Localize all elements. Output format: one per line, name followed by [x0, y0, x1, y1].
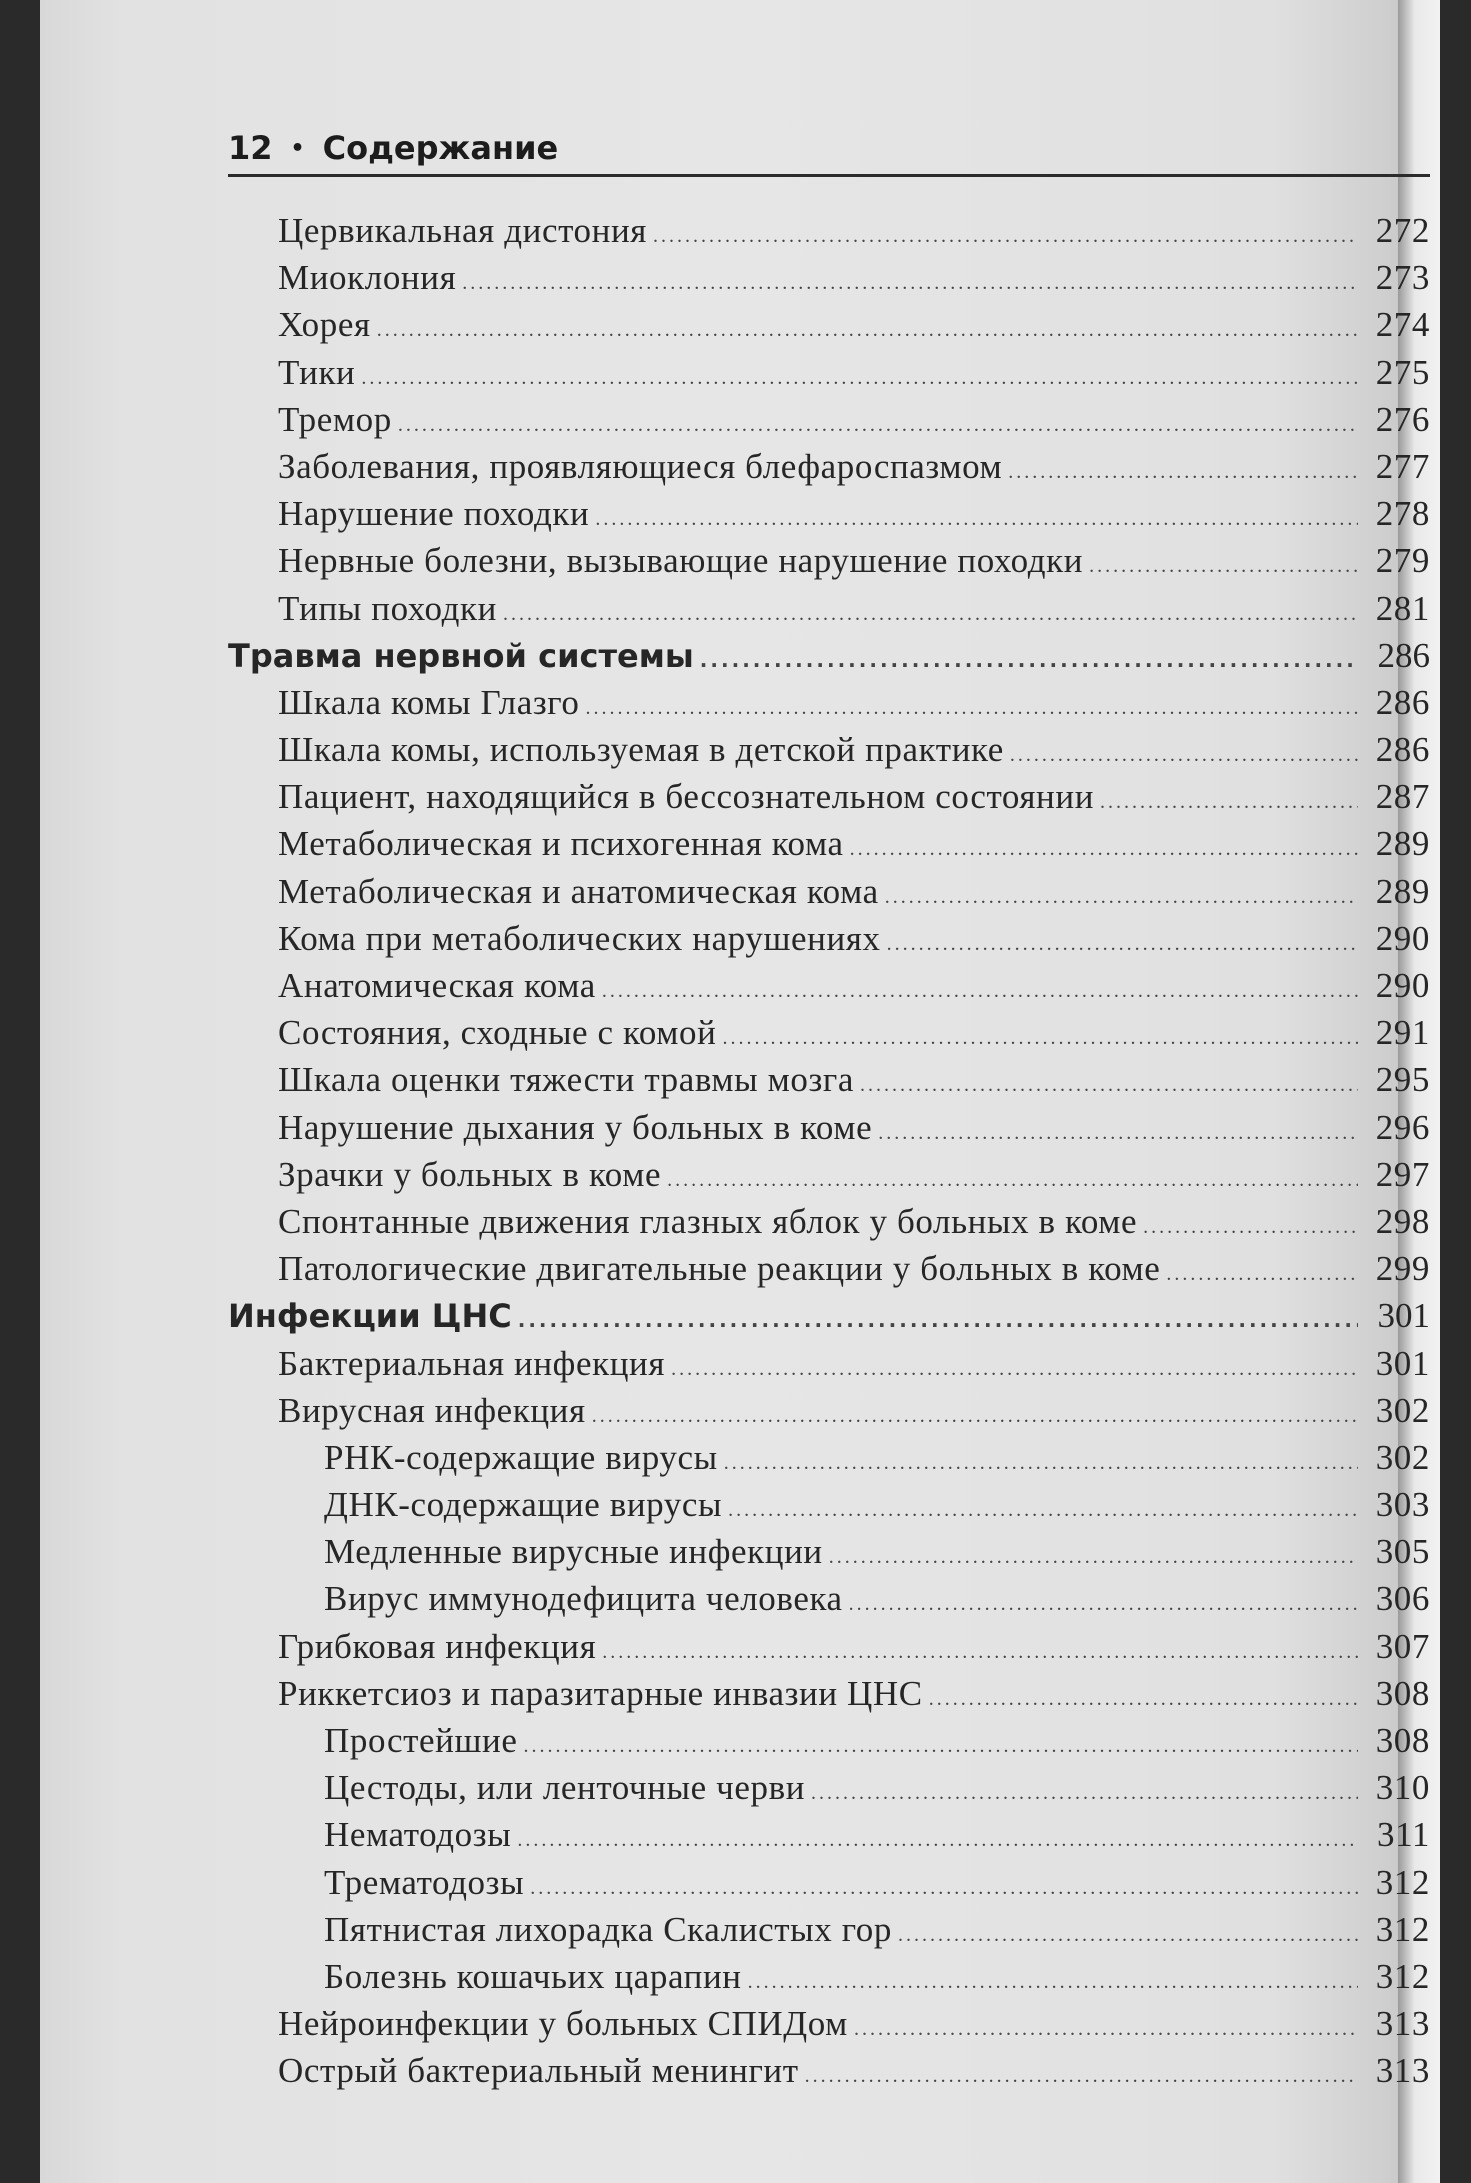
- dot-leader: [878, 1110, 1358, 1157]
- toc-entry: [228, 1859, 1430, 1906]
- toc-entry-title: Грибковая инфекция: [278, 1626, 597, 1666]
- toc-entry: [228, 1811, 1430, 1858]
- toc-entry-page: 301: [1377, 1296, 1430, 1336]
- toc-entry-page: 286: [1377, 635, 1430, 675]
- dot-leader: [503, 591, 1358, 638]
- toc-entry-page: 308: [1375, 1673, 1430, 1713]
- dot-leader: [700, 637, 1358, 684]
- toc-entry: [228, 773, 1430, 820]
- toc-entry-title: Заболевания, проявляющиеся блефароспазмом: [278, 446, 1003, 486]
- toc-entry-title: РНК-содержащие вирусы: [324, 1437, 718, 1477]
- toc-entry-title: Анатомическая кома: [278, 966, 596, 1005]
- toc-entry: [228, 1481, 1430, 1528]
- toc-entry-page: 297: [1375, 1154, 1430, 1194]
- toc-entry: [228, 1575, 1430, 1622]
- dot-leader: [854, 2006, 1358, 2053]
- toc-entry-page: 290: [1375, 966, 1430, 1005]
- toc-entry-title: Травма нервной системы: [228, 636, 694, 675]
- toc-entry: [228, 1953, 1430, 2000]
- dot-leader: [361, 355, 1358, 402]
- toc-entry-page: 299: [1375, 1249, 1430, 1289]
- toc-entry: [228, 254, 1430, 301]
- toc-entry: [228, 1245, 1430, 1292]
- toc-entry: [228, 2047, 1430, 2094]
- toc-entry: [228, 537, 1430, 584]
- toc-entry-page: 274: [1375, 305, 1430, 345]
- toc-entry: [228, 1906, 1430, 1953]
- toc-entry-title: Кома при метаболических нарушениях: [278, 918, 881, 958]
- toc-entry: [228, 1623, 1430, 1670]
- toc-entry-title: Метаболическая и психогенная кома: [278, 824, 844, 864]
- toc-entry-title: Спонтанные движения глазных яблок у больных в коме: [278, 1201, 1138, 1241]
- toc-entry: [228, 1764, 1430, 1811]
- toc-entry: [228, 1387, 1430, 1434]
- toc-entry-page: 311: [1376, 1815, 1430, 1855]
- dot-leader: [860, 1062, 1358, 1109]
- dot-leader: [377, 307, 1358, 354]
- toc-entry-title: Патологические двигательные реакции у больных в коме: [278, 1249, 1161, 1289]
- toc-entry: [228, 915, 1430, 962]
- toc-entry-title: ДНК-содержащие вирусы: [324, 1485, 723, 1525]
- dot-leader: [748, 1959, 1358, 2006]
- dot-leader: [849, 1581, 1358, 1628]
- toc-entry-page: 289: [1375, 871, 1430, 911]
- dot-leader: [811, 1770, 1358, 1817]
- dot-leader: [1008, 449, 1358, 496]
- dot-leader: [671, 1346, 1358, 1393]
- dot-leader: [602, 1629, 1358, 1676]
- dot-leader: [1100, 779, 1358, 826]
- toc-entry-page: 276: [1375, 399, 1430, 439]
- dot-leader: [850, 826, 1358, 873]
- toc-entry-title: Миоклония: [278, 258, 457, 298]
- toc-entry-title: Нарушение походки: [278, 494, 590, 534]
- toc-entry-page: 287: [1375, 777, 1430, 817]
- dot-leader: [517, 1817, 1358, 1864]
- dot-leader: [885, 874, 1358, 921]
- toc-entry-title: Инфекции ЦНС: [228, 1297, 512, 1336]
- toc-entry-page: 277: [1375, 446, 1430, 486]
- dot-leader: [805, 2053, 1358, 2100]
- toc-entry-page: 273: [1375, 258, 1430, 298]
- toc-entry: [228, 207, 1430, 254]
- toc-entry: [228, 349, 1430, 396]
- toc-entry-page: 286: [1375, 730, 1430, 770]
- dot-leader: [887, 921, 1358, 968]
- toc-entry-page: 279: [1375, 541, 1430, 581]
- toc-entry-title: Цестоды, или ленточные черви: [324, 1768, 806, 1808]
- toc-entry-title: Болезнь кошачьих царапин: [324, 1956, 742, 1996]
- toc-entry: [228, 1717, 1430, 1764]
- toc-entry: [228, 1151, 1430, 1198]
- header-page-number: 12: [228, 129, 273, 167]
- toc-entry: [228, 585, 1430, 632]
- dot-leader: [1166, 1251, 1358, 1298]
- toc-entry: [228, 1528, 1430, 1575]
- dot-leader: [724, 1440, 1358, 1487]
- toc-entry-title: Пациент, находящийся в бессознательном состоянии: [278, 777, 1095, 817]
- running-header: [228, 122, 1430, 177]
- dot-leader: [929, 1676, 1358, 1723]
- toc-entry-page: 296: [1375, 1107, 1430, 1147]
- toc-entry-title: Метаболическая и анатомическая кома: [278, 871, 879, 911]
- toc-entry-page: 272: [1375, 211, 1430, 250]
- toc-entry-page: 286: [1375, 682, 1430, 722]
- toc-entry-title: Риккетсиоз и паразитарные инвазии ЦНС: [278, 1673, 923, 1713]
- toc-entry: [228, 1009, 1430, 1056]
- dot-leader: [667, 1157, 1358, 1204]
- dot-leader: [1010, 732, 1358, 779]
- dot-leader: [728, 1487, 1358, 1534]
- dot-leader: [592, 1393, 1358, 1440]
- toc-entry-page: 305: [1375, 1532, 1430, 1572]
- toc-entry-title: Хорея: [278, 305, 371, 345]
- dot-leader: [530, 1865, 1358, 1912]
- toc-section: [228, 1292, 1430, 1339]
- toc-entry: [228, 443, 1430, 490]
- toc-entry-page: 302: [1375, 1437, 1430, 1477]
- toc-entry-page: 306: [1375, 1579, 1430, 1619]
- dot-leader: [585, 685, 1358, 732]
- toc-entry-title: Нематодозы: [324, 1815, 512, 1855]
- toc-entry-title: Состояния, сходные с комой: [278, 1013, 717, 1053]
- header-title: Содержание: [322, 129, 559, 167]
- toc-entry-title: Шкала комы Глазго: [278, 682, 580, 722]
- toc-entry: [228, 490, 1430, 537]
- toc-entry: [228, 396, 1430, 443]
- toc-entry: [228, 1434, 1430, 1481]
- dot-leader: [829, 1534, 1358, 1581]
- toc-entry: [228, 1340, 1430, 1387]
- toc-entry-title: Зрачки у больных в коме: [278, 1154, 662, 1194]
- toc-entry-title: Типы походки: [278, 588, 497, 628]
- toc-entry: [228, 2000, 1430, 2047]
- toc-entry-title: Шкала комы, используемая в детской практике: [278, 730, 1004, 770]
- dot-leader: [898, 1912, 1358, 1959]
- toc-entry-page: 312: [1375, 1909, 1430, 1949]
- toc-entry-page: 302: [1375, 1390, 1430, 1430]
- toc-entry-page: 295: [1375, 1060, 1430, 1100]
- dot-leader: [398, 402, 1358, 449]
- toc-entry: [228, 868, 1430, 915]
- toc-entry: [228, 962, 1430, 1009]
- toc-entry-title: Пятнистая лихорадка Скалистых гор: [324, 1909, 892, 1949]
- toc-entry-title: Цервикальная дистония: [278, 211, 647, 250]
- toc-entry-title: Нарушение дыхания у больных в коме: [278, 1107, 873, 1147]
- header-bullet: •: [290, 135, 305, 161]
- toc-entry-page: 307: [1375, 1626, 1430, 1666]
- toc-entry-page: 289: [1375, 824, 1430, 864]
- dot-leader: [653, 213, 1358, 260]
- toc-entry-title: Нейроинфекции у больных СПИДом: [278, 2004, 848, 2044]
- toc-entry-title: Простейшие: [324, 1721, 518, 1760]
- toc-entry-title: Тики: [278, 352, 356, 392]
- toc-entry-title: Нервные болезни, вызывающие нарушение походки: [278, 541, 1084, 581]
- toc-entry-page: 308: [1375, 1721, 1430, 1760]
- toc-entry-title: Острый бактериальный менингит: [278, 2051, 799, 2091]
- toc-entry-page: 303: [1375, 1485, 1430, 1525]
- toc-entry: [228, 679, 1430, 726]
- toc-entry-page: 298: [1375, 1201, 1430, 1241]
- toc-entry-title: Вирусная инфекция: [278, 1390, 586, 1430]
- toc-entry: [228, 820, 1430, 867]
- toc-entry-page: 313: [1375, 2051, 1430, 2091]
- toc-entry-page: 301: [1375, 1343, 1430, 1383]
- toc-entry-page: 281: [1375, 588, 1430, 628]
- toc-entry: [228, 726, 1430, 773]
- dot-leader: [1143, 1204, 1358, 1251]
- dot-leader: [462, 260, 1358, 307]
- toc-entry-title: Бактериальная инфекция: [278, 1343, 666, 1383]
- toc-entry: [228, 301, 1430, 348]
- toc-entry: [228, 1056, 1430, 1103]
- toc-entry-page: 312: [1375, 1956, 1430, 1996]
- toc-entry-page: 313: [1375, 2004, 1430, 2044]
- toc-entry-page: 312: [1375, 1862, 1430, 1902]
- toc-entry-page: 290: [1375, 918, 1430, 958]
- toc-entry-title: Тремор: [278, 399, 392, 439]
- toc-entry-title: Шкала оценки тяжести травмы мозга: [278, 1060, 854, 1100]
- dot-leader: [722, 1015, 1358, 1062]
- dot-leader: [595, 496, 1358, 543]
- toc-entry-page: 278: [1375, 494, 1430, 534]
- dot-leader: [602, 968, 1358, 1015]
- toc-entry: [228, 1670, 1430, 1717]
- dot-leader: [1089, 543, 1358, 590]
- toc-entry: [228, 1198, 1430, 1245]
- table-of-contents: [228, 207, 1430, 2095]
- toc-section: [228, 632, 1430, 679]
- toc-entry-page: 310: [1375, 1768, 1430, 1808]
- toc-entry-title: Вирус иммунодефицита человека: [324, 1579, 843, 1619]
- toc-entry-page: 275: [1375, 352, 1430, 392]
- toc-entry: [228, 1104, 1430, 1151]
- dot-leader: [523, 1723, 1358, 1770]
- toc-entry-title: Трематодозы: [324, 1862, 525, 1902]
- dot-leader: [518, 1297, 1358, 1344]
- toc-entry-page: 291: [1375, 1013, 1430, 1053]
- toc-entry-title: Медленные вирусные инфекции: [324, 1532, 823, 1572]
